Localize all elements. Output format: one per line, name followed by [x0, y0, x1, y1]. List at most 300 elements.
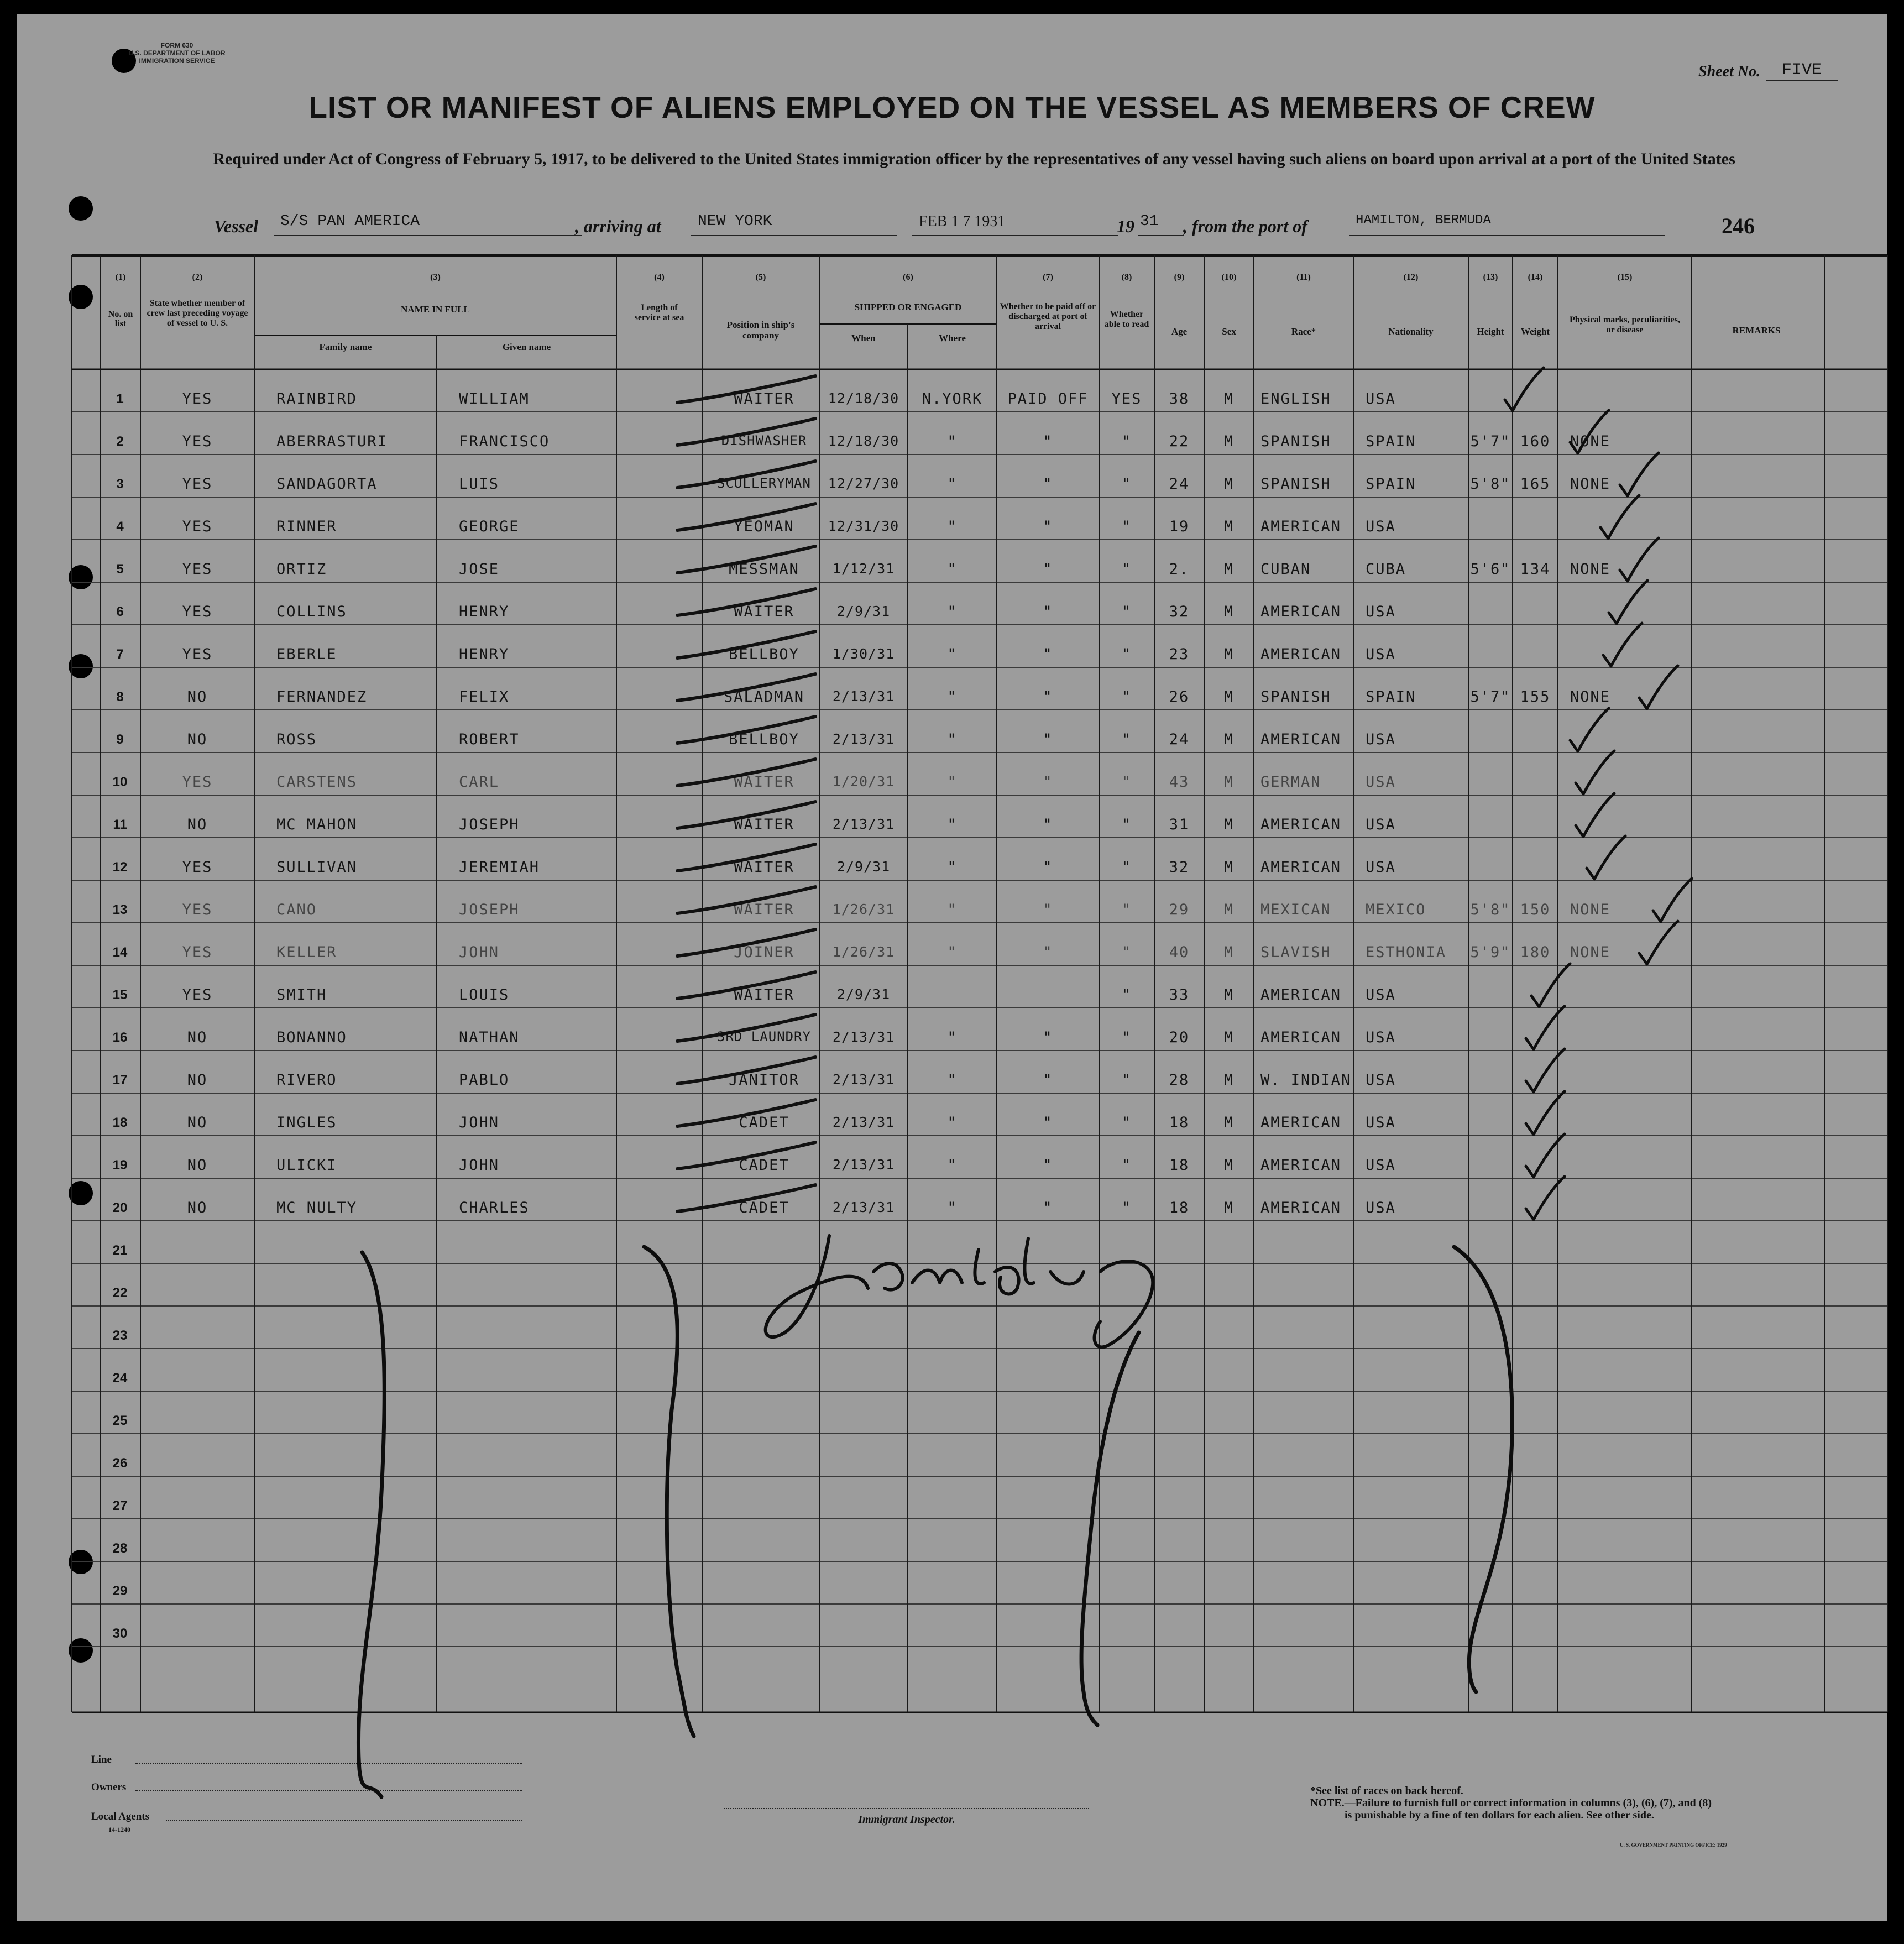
- cell-nationality: USA: [1366, 986, 1396, 1004]
- cell-sex: M: [1223, 1072, 1235, 1089]
- cell-when: 2/13/31: [832, 731, 895, 747]
- cell-read: ": [1121, 901, 1132, 918]
- cell-paid: ": [1043, 1199, 1053, 1216]
- vessel-label: Vessel: [214, 216, 258, 236]
- cell-position: SALADMAN: [723, 688, 805, 706]
- manifest-sheet: [17, 14, 1887, 1921]
- row-number: 3: [116, 477, 124, 492]
- col13-header: Height: [1477, 326, 1504, 337]
- cell-sex: M: [1223, 1157, 1235, 1174]
- cell-where: N.YORK: [922, 390, 983, 407]
- cell-given: JOHN: [459, 1157, 500, 1174]
- row-number: 10: [112, 775, 128, 790]
- year-value: 31: [1138, 213, 1184, 236]
- cell-age: 40: [1169, 944, 1190, 961]
- cell-paid: ": [1043, 1029, 1053, 1046]
- arriving-port: NEW YORK: [691, 213, 897, 236]
- cell-position: DISHWASHER: [721, 433, 807, 448]
- col5-header: Position in ship's company: [726, 320, 795, 341]
- cell-read: ": [1121, 1072, 1132, 1089]
- col1-header: No. on list: [108, 310, 133, 328]
- cell-sex: M: [1223, 603, 1235, 620]
- cell-read: ": [1121, 1029, 1132, 1046]
- cell-race: AMERICAN: [1260, 603, 1342, 620]
- cell-position: BELLBOY: [729, 731, 799, 748]
- cell-family: MC NULTY: [276, 1199, 358, 1216]
- inspector-label: Immigrant Inspector.: [858, 1814, 955, 1826]
- cell-position: WAITER: [734, 986, 794, 1004]
- col4-header: Length of service at sea: [634, 303, 684, 322]
- cell-race: MEXICAN: [1260, 901, 1331, 918]
- col15-number: (15): [1617, 273, 1633, 282]
- cell-race: ENGLISH: [1260, 390, 1331, 407]
- cell-prev: NO: [187, 731, 208, 748]
- cell-family: COLLINS: [276, 603, 347, 620]
- cell-given: GEORGE: [459, 518, 520, 535]
- cell-nationality: USA: [1366, 518, 1396, 535]
- cell-nationality: ESTHONIA: [1366, 944, 1447, 961]
- binder-hole-4: [69, 565, 93, 589]
- row-number: 23: [112, 1328, 128, 1343]
- cell-marks: NONE: [1570, 561, 1611, 578]
- cell-family: ULICKI: [276, 1157, 337, 1174]
- cell-race: AMERICAN: [1260, 986, 1342, 1004]
- document-number: 246: [1722, 213, 1755, 238]
- cell-age: 29: [1169, 901, 1190, 918]
- col10-number: (10): [1221, 273, 1237, 282]
- cell-marks: NONE: [1570, 688, 1611, 706]
- cell-read: ": [1121, 859, 1132, 876]
- row-number: 15: [112, 987, 128, 1002]
- cell-age: 20: [1169, 1029, 1190, 1046]
- col12-header: Nationality: [1388, 326, 1434, 337]
- col3-header: NAME IN FULL: [401, 304, 470, 315]
- cell-sex: M: [1223, 1029, 1235, 1046]
- cell-height: 5'6": [1470, 561, 1511, 578]
- cell-given: JEREMIAH: [459, 859, 540, 876]
- cell-family: INGLES: [276, 1114, 337, 1131]
- from-port-label: , from the port of: [1183, 216, 1307, 236]
- cell-when: 1/26/31: [832, 944, 895, 960]
- row-number: 2: [116, 434, 124, 449]
- cell-nationality: USA: [1366, 646, 1396, 663]
- cell-position: WAITER: [734, 859, 794, 876]
- cell-family: RAINBIRD: [276, 390, 358, 407]
- footnote-penalty-2: is punishable by a fine of ten dollars for each alien. See other side.: [1345, 1809, 1654, 1821]
- row-number: 20: [112, 1200, 128, 1215]
- cell-where: ": [947, 646, 958, 663]
- cell-family: SULLIVAN: [276, 859, 358, 876]
- row-number: 16: [112, 1030, 128, 1045]
- cell-when: 2/13/31: [832, 688, 895, 704]
- cell-age: 18: [1169, 1199, 1190, 1216]
- cell-weight: 134: [1520, 561, 1551, 578]
- col9-number: (9): [1174, 273, 1185, 282]
- remarks-header: REMARKS: [1732, 325, 1781, 336]
- row-number: 12: [112, 860, 128, 875]
- cell-prev: NO: [187, 1199, 208, 1216]
- cell-marks: NONE: [1570, 475, 1611, 493]
- cell-race: AMERICAN: [1260, 731, 1342, 748]
- cell-where: ": [947, 1157, 958, 1174]
- cell-paid: ": [1043, 1157, 1053, 1174]
- cell-height: 5'7": [1470, 433, 1511, 450]
- cell-position: WAITER: [734, 901, 794, 918]
- col4-number: (4): [654, 273, 665, 282]
- cell-position: CADET: [739, 1199, 789, 1216]
- line-label: Line: [91, 1754, 112, 1765]
- form-number: FORM 630: [160, 41, 193, 49]
- cell-read: ": [1121, 816, 1132, 833]
- cell-nationality: USA: [1366, 390, 1396, 407]
- col5-number: (5): [755, 273, 766, 282]
- cell-family: CARSTENS: [276, 774, 358, 791]
- cell-nationality: USA: [1366, 731, 1396, 748]
- cell-race: SLAVISH: [1260, 944, 1331, 961]
- vessel-line: [0, 213, 1904, 241]
- row-number: 29: [112, 1584, 128, 1598]
- cell-nationality: USA: [1366, 1072, 1396, 1089]
- cell-prev: YES: [182, 518, 213, 535]
- cell-when: 12/18/30: [828, 433, 899, 449]
- cell-family: EBERLE: [276, 646, 337, 663]
- cell-where: ": [947, 731, 958, 748]
- cell-race: SPANISH: [1260, 475, 1331, 493]
- cell-height: 5'8": [1470, 475, 1511, 493]
- cell-paid: ": [1043, 859, 1053, 876]
- cell-weight: 155: [1520, 688, 1551, 706]
- cell-family: RINNER: [276, 518, 337, 535]
- row-number: 22: [112, 1285, 128, 1300]
- cell-position: SCULLERYMAN: [717, 475, 811, 491]
- col3-number: (3): [430, 273, 441, 282]
- cell-age: 26: [1169, 688, 1190, 706]
- cell-given: HENRY: [459, 646, 510, 663]
- inspector-signature-line: [724, 1808, 1089, 1809]
- row-number: 26: [112, 1456, 128, 1471]
- cell-family: SMITH: [276, 986, 327, 1004]
- cell-race: AMERICAN: [1260, 1029, 1342, 1046]
- cell-when: 1/20/31: [832, 774, 895, 790]
- col6-number: (6): [903, 273, 913, 282]
- row-number: 18: [112, 1115, 128, 1130]
- cell-position: WAITER: [734, 603, 794, 620]
- cell-family: ABERRASTURI: [276, 433, 388, 450]
- cell-race: SPANISH: [1260, 433, 1331, 450]
- cell-given: PABLO: [459, 1072, 510, 1089]
- sheet-number: [1698, 61, 1838, 81]
- cell-family: MC MAHON: [276, 816, 358, 833]
- row-number: 4: [116, 519, 124, 534]
- cell-race: AMERICAN: [1260, 816, 1342, 833]
- row-number: 28: [112, 1541, 128, 1556]
- cell-read: ": [1121, 1114, 1132, 1131]
- cell-age: 22: [1169, 433, 1190, 450]
- cell-given: ROBERT: [459, 731, 520, 748]
- cell-prev: YES: [182, 433, 213, 450]
- footnote-races: *See list of races on back hereof.: [1310, 1785, 1463, 1797]
- row-number: 25: [112, 1413, 128, 1428]
- cell-given: CARL: [459, 774, 500, 791]
- cell-when: 2/9/31: [836, 603, 891, 619]
- cell-family: ROSS: [276, 731, 317, 748]
- cell-paid: ": [1043, 1072, 1053, 1089]
- col1-number: (1): [115, 273, 126, 282]
- family-name-header: Family name: [319, 342, 372, 352]
- cell-age: 32: [1169, 859, 1190, 876]
- cell-age: 24: [1169, 731, 1190, 748]
- cell-sex: M: [1223, 518, 1235, 535]
- cell-paid: ": [1043, 475, 1053, 493]
- cell-height: 5'9": [1470, 944, 1511, 961]
- cell-position: 3RD LAUNDRY: [717, 1029, 811, 1044]
- cell-prev: YES: [182, 475, 213, 493]
- cell-position: CADET: [739, 1114, 789, 1131]
- cell-nationality: USA: [1366, 1114, 1396, 1131]
- row-number: 30: [112, 1626, 128, 1641]
- cell-where: ": [947, 518, 958, 535]
- cell-race: SPANISH: [1260, 688, 1331, 706]
- col8-number: (8): [1121, 273, 1132, 282]
- cell-prev: NO: [187, 1072, 208, 1089]
- cell-prev: NO: [187, 1157, 208, 1174]
- cell-when: 1/26/31: [832, 901, 895, 917]
- row-number: 1: [116, 391, 124, 406]
- col7-number: (7): [1043, 273, 1053, 282]
- cell-read: ": [1121, 944, 1132, 961]
- cell-read: ": [1121, 646, 1132, 663]
- cell-weight: 180: [1520, 944, 1551, 961]
- cell-where: ": [947, 1199, 958, 1216]
- footnote-penalty-1: NOTE.—Failure to furnish full or correct information in columns (3), (6), (7), and (8): [1310, 1797, 1712, 1809]
- service-name: IMMIGRATION SERVICE: [139, 57, 215, 65]
- cell-weight: 165: [1520, 475, 1551, 493]
- cell-sex: M: [1223, 688, 1235, 706]
- cell-race: GERMAN: [1260, 774, 1321, 791]
- cell-race: AMERICAN: [1260, 1114, 1342, 1131]
- cell-nationality: USA: [1366, 774, 1396, 791]
- cell-paid: ": [1043, 561, 1053, 578]
- cell-position: WAITER: [734, 816, 794, 833]
- sheet-number-label: Sheet No.: [1698, 63, 1760, 80]
- cell-given: JOSE: [459, 561, 500, 578]
- cell-given: LOUIS: [459, 986, 510, 1004]
- cell-age: 24: [1169, 475, 1190, 493]
- cell-when: 2/13/31: [832, 1157, 895, 1173]
- row-number: 8: [116, 689, 124, 704]
- cell-where: ": [947, 1029, 958, 1046]
- cell-paid: ": [1043, 433, 1053, 450]
- cell-family: ORTIZ: [276, 561, 327, 578]
- row-number: 24: [112, 1371, 128, 1386]
- cell-race: AMERICAN: [1260, 1157, 1342, 1174]
- cell-given: NATHAN: [459, 1029, 520, 1046]
- cell-where: ": [947, 774, 958, 791]
- col12-number: (12): [1403, 273, 1419, 282]
- cell-where: ": [947, 901, 958, 918]
- cell-age: 28: [1169, 1072, 1190, 1089]
- cell-nationality: MEXICO: [1366, 901, 1426, 918]
- cell-nationality: USA: [1366, 603, 1396, 620]
- cell-when: 2/13/31: [832, 1199, 895, 1215]
- cell-prev: YES: [182, 561, 213, 578]
- col2-number: (2): [192, 273, 203, 282]
- cell-given: JOSEPH: [459, 816, 520, 833]
- cell-when: 2/13/31: [832, 816, 895, 832]
- cell-family: SANDAGORTA: [276, 475, 378, 493]
- cell-race: W. INDIAN: [1260, 1072, 1352, 1089]
- col6-header: SHIPPED OR ENGAGED: [854, 302, 962, 312]
- cell-prev: YES: [182, 944, 213, 961]
- vessel-name: S/S PAN AMERICA: [274, 213, 582, 236]
- cell-when: 2/13/31: [832, 1029, 895, 1045]
- cell-where: ": [947, 1114, 958, 1131]
- cell-read: ": [1121, 561, 1132, 578]
- cell-sex: M: [1223, 1114, 1235, 1131]
- cell-sex: M: [1223, 646, 1235, 663]
- cell-position: YEOMAN: [734, 518, 794, 535]
- cell-where: ": [947, 603, 958, 620]
- cell-given: HENRY: [459, 603, 510, 620]
- cell-family: CANO: [276, 901, 317, 918]
- col7-header: Whether to be paid off or discharged at port of arrival: [1000, 302, 1096, 331]
- cell-read: ": [1121, 774, 1132, 791]
- cell-height: 5'8": [1470, 901, 1511, 918]
- row-number: 7: [116, 647, 124, 662]
- cell-nationality: SPAIN: [1366, 433, 1416, 450]
- cell-when: 2/9/31: [836, 986, 891, 1002]
- cell-nationality: USA: [1366, 859, 1396, 876]
- cell-race: AMERICAN: [1260, 1199, 1342, 1216]
- binder-hole-7: [69, 1550, 93, 1574]
- cell-age: 23: [1169, 646, 1190, 663]
- cell-where: ": [947, 1072, 958, 1089]
- cell-paid: ": [1043, 603, 1053, 620]
- when-header: When: [851, 333, 876, 343]
- cell-paid: ": [1043, 774, 1053, 791]
- col11-number: (11): [1296, 273, 1311, 282]
- cell-family: FERNANDEZ: [276, 688, 368, 706]
- cell-age: 31: [1169, 816, 1190, 833]
- cell-read: ": [1121, 1157, 1132, 1174]
- cell-sex: M: [1223, 774, 1235, 791]
- cell-sex: M: [1223, 390, 1235, 407]
- cell-race: AMERICAN: [1260, 518, 1342, 535]
- cell-age: 43: [1169, 774, 1190, 791]
- cell-when: 2/13/31: [832, 1114, 895, 1130]
- cell-given: CHARLES: [459, 1199, 530, 1216]
- cell-paid: PAID OFF: [1007, 390, 1089, 407]
- col11-header: Race*: [1291, 326, 1316, 337]
- cell-marks: NONE: [1570, 944, 1611, 961]
- cell-sex: M: [1223, 433, 1235, 450]
- cell-sex: M: [1223, 816, 1235, 833]
- cell-family: RIVERO: [276, 1072, 337, 1089]
- cell-prev: YES: [182, 646, 213, 663]
- cell-paid: ": [1043, 688, 1053, 706]
- binder-hole-5: [69, 654, 93, 678]
- cell-paid: ": [1043, 944, 1053, 961]
- binder-hole-8: [69, 1638, 93, 1663]
- row-number: 21: [112, 1243, 128, 1258]
- cell-given: WILLIAM: [459, 390, 530, 407]
- cell-when: 12/18/30: [828, 390, 899, 406]
- cell-given: JOHN: [459, 944, 500, 961]
- cell-sex: M: [1223, 731, 1235, 748]
- col14-header: Weight: [1521, 326, 1550, 337]
- cell-read: ": [1121, 731, 1132, 748]
- cell-paid: ": [1043, 816, 1053, 833]
- binder-hole-3: [69, 285, 93, 309]
- cell-when: 1/30/31: [832, 646, 895, 662]
- cell-sex: M: [1223, 859, 1235, 876]
- cell-family: KELLER: [276, 944, 337, 961]
- col13-number: (13): [1483, 273, 1498, 282]
- row-number: 9: [116, 732, 124, 747]
- cell-age: 32: [1169, 603, 1190, 620]
- cell-nationality: USA: [1366, 1029, 1396, 1046]
- cell-sex: M: [1223, 944, 1235, 961]
- cell-where: ": [947, 475, 958, 493]
- cell-sex: M: [1223, 561, 1235, 578]
- cell-weight: 150: [1520, 901, 1551, 918]
- cell-age: 19: [1169, 518, 1190, 535]
- cell-read: ": [1121, 603, 1132, 620]
- cell-marks: NONE: [1570, 433, 1611, 450]
- cell-prev: YES: [182, 859, 213, 876]
- cell-age: 38: [1169, 390, 1190, 407]
- cell-age: 18: [1169, 1157, 1190, 1174]
- cell-prev: YES: [182, 986, 213, 1004]
- arrival-date-stamp: FEB 1 7 1931: [912, 213, 1118, 236]
- cell-nationality: USA: [1366, 816, 1396, 833]
- cell-given: FELIX: [459, 688, 510, 706]
- cell-prev: YES: [182, 901, 213, 918]
- cell-sex: M: [1223, 1199, 1235, 1216]
- cell-read: ": [1121, 986, 1132, 1004]
- col8-header: Whether able to read: [1104, 310, 1149, 329]
- cell-position: WAITER: [734, 390, 794, 407]
- owners-label: Owners: [91, 1781, 127, 1793]
- cell-when: 12/31/30: [828, 518, 899, 534]
- col9-header: Age: [1171, 326, 1188, 337]
- cell-race: AMERICAN: [1260, 646, 1342, 663]
- row-number: 27: [112, 1498, 128, 1513]
- col14-number: (14): [1528, 273, 1543, 282]
- cell-age: 33: [1169, 986, 1190, 1004]
- sheet-number-value: FIVE: [1766, 61, 1838, 81]
- page-title: LIST OR MANIFEST OF ALIENS EMPLOYED ON THE VESSEL AS MEMBERS OF CREW: [308, 90, 1596, 124]
- col10-header: Sex: [1222, 326, 1236, 337]
- cell-when: 12/27/30: [828, 475, 899, 492]
- cell-prev: NO: [187, 1029, 208, 1046]
- row-number: 13: [112, 902, 128, 917]
- binder-hole-6: [69, 1181, 93, 1205]
- footnote: [1310, 1785, 1786, 1821]
- row-number: 14: [112, 945, 128, 960]
- cell-nationality: USA: [1366, 1157, 1396, 1174]
- form-identifier: [94, 41, 260, 65]
- cell-race: AMERICAN: [1260, 859, 1342, 876]
- cell-when: 2/13/31: [832, 1072, 895, 1088]
- cell-given: JOHN: [459, 1114, 500, 1131]
- cell-weight: 160: [1520, 433, 1551, 450]
- cell-paid: ": [1043, 646, 1053, 663]
- cell-sex: M: [1223, 986, 1235, 1004]
- printer-imprint: U. S. GOVERNMENT PRINTING OFFICE: 1929: [1620, 1842, 1727, 1848]
- cell-prev: YES: [182, 603, 213, 620]
- col2-header: State whether member of crew last preceding voyage of vessel to U. S.: [147, 299, 248, 328]
